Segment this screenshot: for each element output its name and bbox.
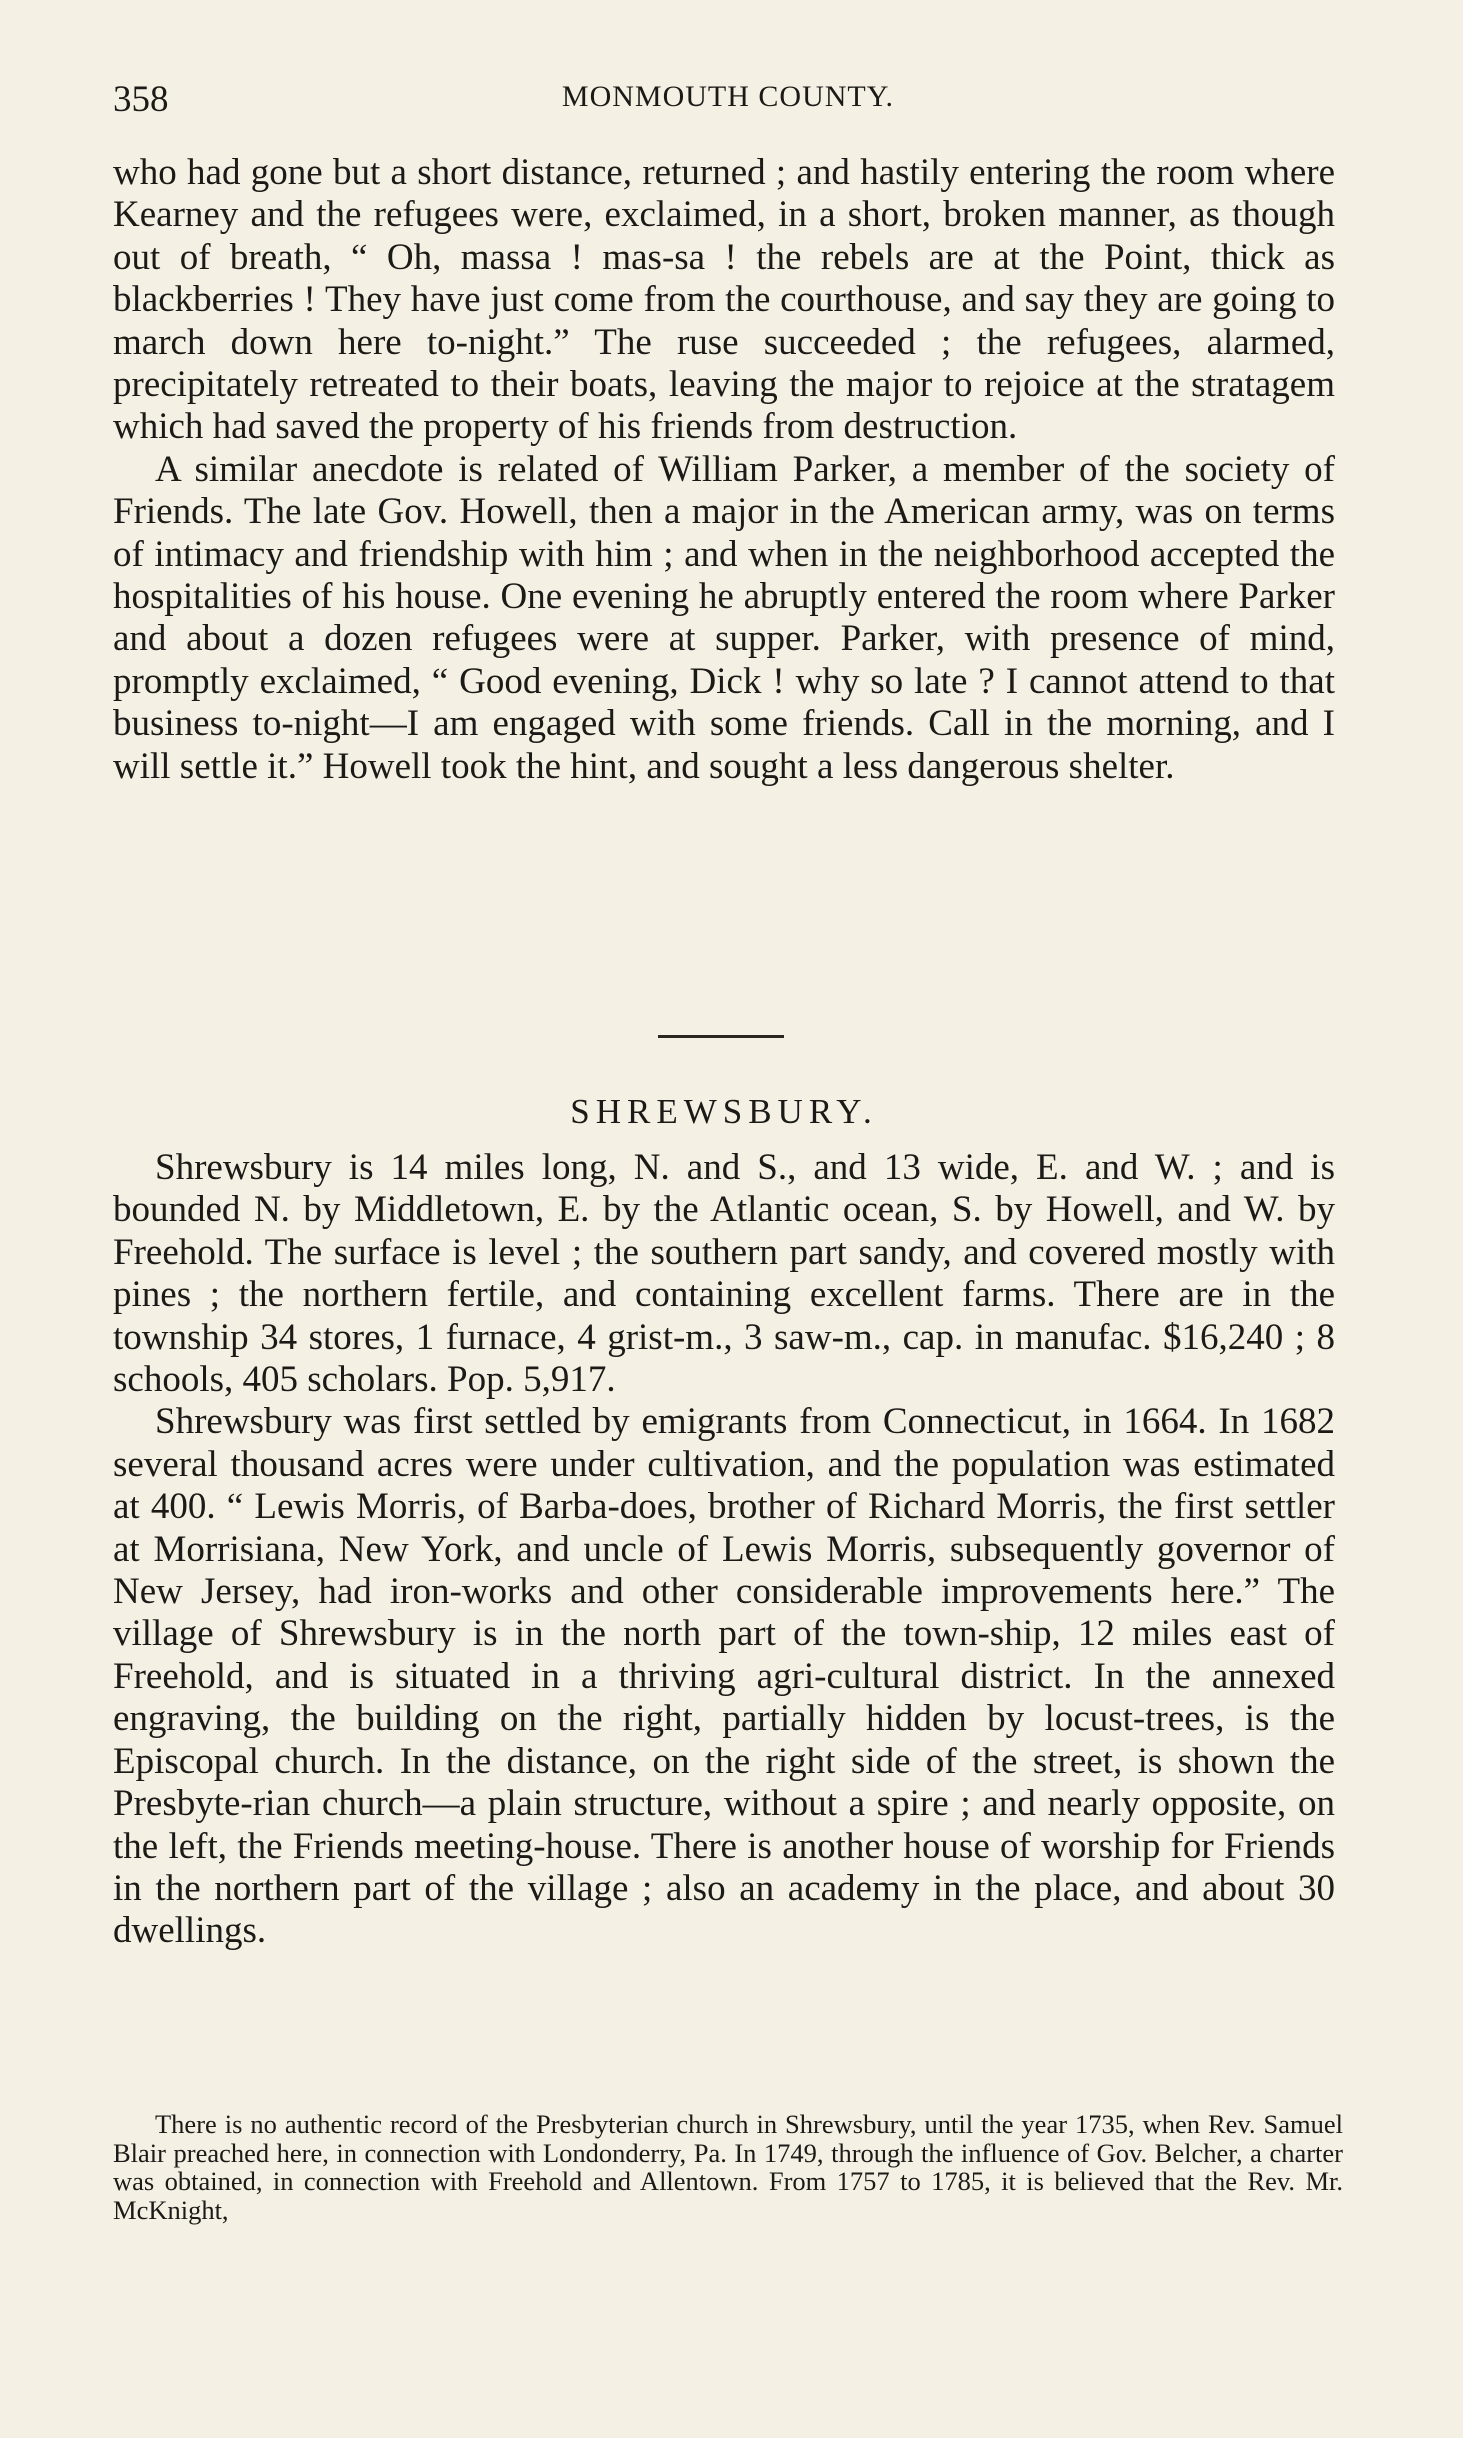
footnote-text: There is no authentic record of the Presbyterian church in Shrewsbury, until the year 1735, when Rev. Samuel Blair preached here, in connection with Londonderry, Pa. In 1749, through the influence of Gov. Belcher, a charter was obtained, in connection with Freehold and Allentown. From 1757 to 1785, it is believed that the Rev. Mr. McKnight, <box>113 2109 1343 2225</box>
section-heading: SHREWSBURY. <box>570 1092 878 1131</box>
running-title: MONMOUTH COUNTY. <box>561 80 895 113</box>
running-header <box>113 78 1343 130</box>
footnote <box>113 2110 1343 2224</box>
paragraph-kearney-ruse: who had gone but a short distance, returned ; and hastily entering the room where Kearney and the refugees were, exclaimed, in a short, broken manner, as though out of breath, “ Oh, massa ! mas-sa ! the rebels are at the Point, thick as blackberries ! They have just come from the courthouse, and say they are going to march down here to-night.” The ruse succeeded ; the refugees, alarmed, precipitately retreated to their boats, leaving the major to rejoice at the stratagem which had saved the property of his friends from destruction. <box>113 152 1335 448</box>
paragraph-shrewsbury-history: Shrewsbury was first settled by emigrants from Connecticut, in 1664. In 1682 several thousand acres were under cultivation, and the population was estimated at 400. “ Lewis Morris, of Barba-does, brother of Richard Morris, the first settler at Morrisiana, New York, and uncle of Lewis Morris, subsequently governor of New Jersey, had iron-works and other considerable improvements here.” The village of Shrewsbury is in the north part of the town-ship, 12 miles east of Freehold, and is situated in a thriving agri-cultural district. In the annexed engraving, the building on the right, partially hidden by locust-trees, is the Episcopal church. In the distance, on the right side of the street, is shown the Presbyte-rian church—a plain structure, without a spire ; and nearly opposite, on the left, the Friends meeting-house. There is another house of worship for Friends in the northern part of the village ; also an academy in the place, and about 30 dwellings. <box>113 1401 1335 1952</box>
section-text <box>113 1147 1335 1953</box>
page-number: 358 <box>113 79 169 120</box>
continued-text <box>113 152 1335 788</box>
paragraph-shrewsbury-description: Shrewsbury is 14 miles long, N. and S., and 13 wide, E. and W. ; and is bounded N. by Middletown, E. by the Atlantic ocean, S. by Howell, and W. by Freehold. The surface is level ; the southern part sandy, and covered mostly with pines ; the northern fertile, and containing excellent farms. There are in the township 34 stores, 1 furnace, 4 grist-m., 3 saw-m., cap. in manufac. $16,240 ; 8 schools, 405 scholars. Pop. 5,917. <box>113 1147 1335 1401</box>
section-divider <box>658 1035 784 1038</box>
paragraph-parker-anecdote: A similar anecdote is related of William Parker, a member of the society of Friends. The late Gov. Howell, then a major in the American army, was on terms of intimacy and friendship with him ; and when in the neighborhood accepted the hospitalities of his house. One evening he abruptly entered the room where Parker and about a dozen refugees were at supper. Parker, with presence of mind, promptly exclaimed, “ Good evening, Dick ! why so late ? I cannot attend to that business to-night—I am engaged with some friends. Call in the morning, and I will settle it.” Howell took the hint, and sought a less dangerous shelter. <box>113 448 1335 787</box>
